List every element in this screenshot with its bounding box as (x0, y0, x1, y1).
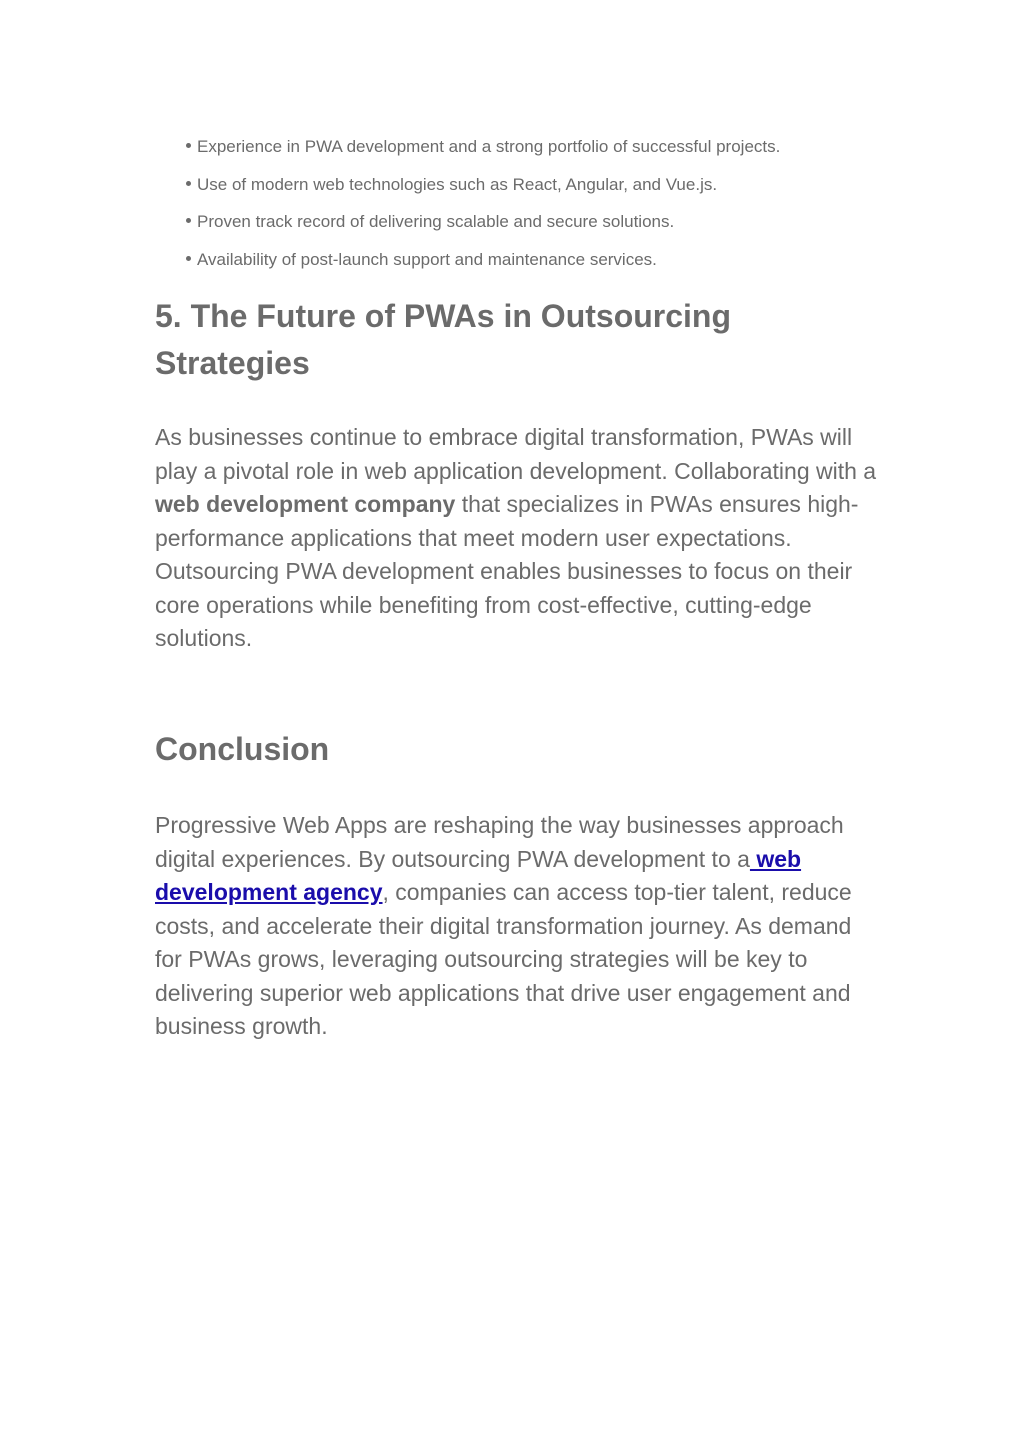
web-development-agency-link[interactable]: web development agency (155, 845, 802, 905)
conclusion-paragraph-text-start: Progressive Web Apps are reshaping the way businesses approach digital experiences. By outsourcing PWA development to a (155, 812, 844, 872)
bullet-text: Availability of post-launch support and maintenance services. (197, 249, 657, 269)
future-bold-phrase: web development company (155, 491, 456, 517)
bullet-dot-icon (186, 256, 191, 261)
conclusion-paragraph (155, 809, 880, 1044)
future-paragraph-text-end: that specializes in PWAs ensures high-performance applications that meet modern user expectations. Outsourcing PWA development enables businesses to focus on their core operations while benefiting from cost-effective, cutting-edge solutions. (155, 491, 859, 651)
future-paragraph-text-start: As businesses continue to embrace digital transformation, PWAs will play a pivotal role in web application development. Collaborating with a (155, 424, 877, 484)
criteria-bullet-list (186, 128, 906, 278)
bullet-dot-icon (186, 218, 191, 223)
bullet-item (186, 241, 906, 279)
future-heading-line-1: 5. The Future of PWAs in Outsourcing (155, 298, 732, 334)
bullet-dot-icon (186, 143, 191, 148)
future-paragraph (155, 421, 880, 656)
bullet-text: Proven track record of delivering scalable and secure solutions. (197, 212, 675, 231)
conclusion-paragraph-text-end: , companies can access top-tier talent, reduce costs, and accelerate their digital transformation journey. As demand for PWAs grows, leveraging outsourcing strategies will be key to delivering superior web applications that drive user engagement and business growth. (155, 879, 852, 1039)
bullet-dot-icon (186, 181, 191, 186)
bullet-text: Experience in PWA development and a strong portfolio of successful projects. (197, 137, 781, 156)
bullet-item (186, 166, 906, 204)
bullet-item (186, 203, 906, 241)
bullet-text: Use of modern web technologies such as React, Angular, and Vue.js. (197, 174, 718, 194)
future-heading-line-2: Strategies (155, 345, 310, 381)
bullet-item (186, 128, 906, 166)
future-section-heading (155, 293, 875, 387)
conclusion-heading: Conclusion (155, 731, 330, 767)
